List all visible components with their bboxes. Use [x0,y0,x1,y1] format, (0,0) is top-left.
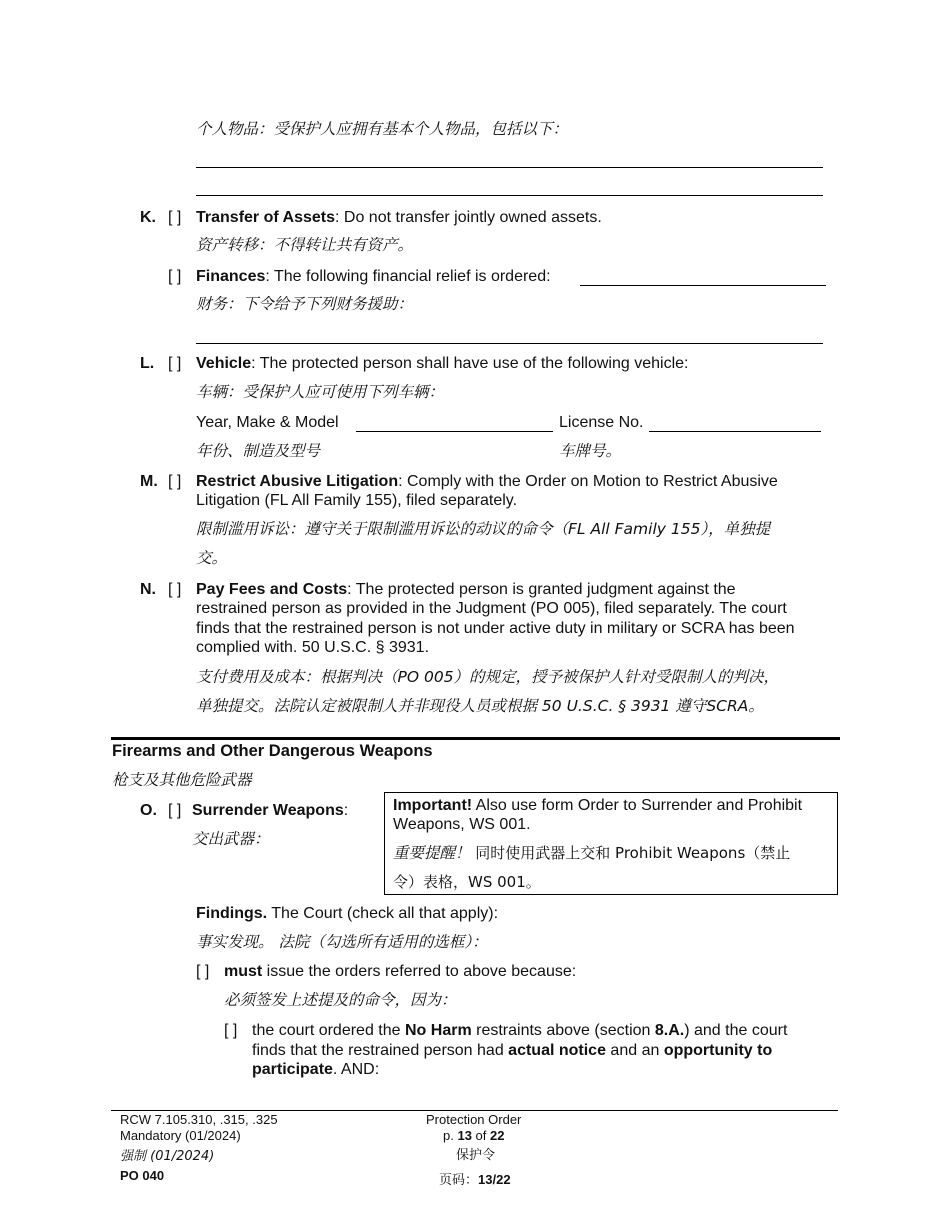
section-n-line3: finds that the restrained person is not under active duty in military or SCRA has been [196,620,795,637]
important-zh-line-2: 令）表格，WS 001。 [393,873,541,891]
checkbox-must[interactable]: [ ] [196,963,210,980]
section-letter-l: L. [140,355,155,372]
personal-items-blank-1[interactable] [196,167,823,168]
footer-title: Protection Order [426,1112,522,1127]
section-m-zh-2: 交。 [196,549,228,567]
finances-body: : The following financial relief is ordered: [265,268,551,285]
finances-text [196,268,551,286]
vehicle-year-label: Year, Make & Model [196,414,339,431]
finances-blank[interactable] [196,343,823,344]
footer-page [443,1128,504,1144]
no-harm-text-2c: and an [605,1042,664,1059]
no-harm-text-c: restraints above (section [471,1022,655,1039]
section-n-line2: restrained person as provided in the Judgment (PO 005), filed separately. The court [196,600,787,617]
checkbox-l[interactable]: [ ] [168,355,182,372]
vehicle-license-zh: 车牌号。 [559,442,622,460]
no-harm-text-2a: finds that the restrained person had [252,1042,509,1059]
section-l-text [196,355,688,373]
no-harm-text-a: the court ordered the [252,1022,405,1039]
section-k-body: : Do not transfer jointly owned assets. [335,209,602,226]
section-n-zh-1: 支付费用及成本：根据判决（PO 005）的规定，授予被保护人针对受限制人的判决， [196,668,780,686]
section-m-body-1: : Comply with the Order on Motion to Restrict Abusive [398,473,778,490]
no-harm-line-1 [252,1022,787,1040]
personal-items-zh: 个人物品：受保护人应拥有基本个人物品，包括以下： [196,120,569,138]
checkbox-k[interactable]: [ ] [168,209,182,226]
important-line-2: Weapons, WS 001. [393,816,531,833]
section-letter-k: K. [140,209,156,226]
section-l-zh: 车辆：受保护人应可使用下列车辆： [196,383,445,401]
section-o-zh: 交出武器： [192,830,270,848]
no-harm-line-2 [252,1042,772,1060]
no-harm-text-e: ) and the court [684,1022,788,1039]
checkbox-n[interactable]: [ ] [168,581,182,598]
important-zh-label: 重要提醒！ [393,844,471,862]
findings-label: Findings. [196,905,268,922]
section-m-line2: Litigation (FL All Family 155), filed separately. [196,492,518,509]
important-line-1 [393,797,802,815]
footer-page-zh-prefix: 页码： [439,1173,479,1188]
important-text-1: Also use form Order to Surrender and Prohibit [472,797,803,814]
section-letter-m: M. [140,473,158,490]
section-o-title: Surrender Weapons [192,802,344,819]
no-harm-line-3 [252,1061,379,1079]
finances-title: Finances [196,268,266,285]
participate-bold: participate [252,1061,333,1078]
section-m-line1 [196,473,778,491]
section-n-line4: complied with. 50 U.S.C. § 3931. [196,639,430,656]
checkbox-finances[interactable]: [ ] [168,268,182,285]
finances-zh: 财务：下令给予下列财务援助： [196,295,414,313]
findings-line [196,905,498,923]
footer-page-prefix: p. [443,1128,458,1143]
footer-rule [111,1110,838,1111]
section-k-text [196,209,602,227]
firearms-heading: Firearms and Other Dangerous Weapons [112,742,433,760]
footer-form-id: PO 040 [120,1168,165,1183]
section-o-text [192,802,348,820]
must-line [224,963,576,981]
firearms-heading-zh: 枪支及其他危险武器 [112,771,252,789]
footer-mandatory: Mandatory (01/2024) [120,1128,241,1143]
section-k-zh: 资产转移：不得转让共有资产。 [196,236,414,254]
must-word: must [224,963,263,980]
section-letter-o: O. [140,802,157,819]
vehicle-year-zh: 年份、制造及型号 [196,442,321,460]
must-text: issue the orders referred to above because: [262,963,577,980]
personal-items-blank-2[interactable] [196,195,823,196]
footer-rcw: RCW 7.105.310, .315, .325 [120,1112,278,1127]
section-n-zh-2: 单独提交。法院认定被限制人并非现役人员或根据 50 U.S.C. § 3931 遵守SCRA。 [196,697,764,715]
important-label: Important! [393,797,473,814]
vehicle-year-blank[interactable] [356,431,553,432]
footer-page-num: 13 [457,1128,472,1143]
footer-title-zh: 保护令 [456,1148,496,1163]
checkbox-no-harm[interactable]: [ ] [224,1022,238,1039]
footer-page-zh [439,1172,511,1189]
section-m-zh-1: 限制滥用诉讼：遵守关于限制滥用诉讼的动议的命令（FL All Family 155），单独提 [196,520,771,538]
findings-text: The Court (check all that apply): [267,905,499,922]
footer-page-zh-num: 13/22 [478,1172,511,1187]
no-harm-text-3b: . AND: [332,1061,380,1078]
section-ref-bold: 8.A. [654,1022,685,1039]
finances-blank-inline[interactable] [580,285,826,286]
section-n-body-1: : The protected person is granted judgment against the [347,581,736,598]
section-divider [111,737,840,740]
vehicle-license-label: License No. [559,414,644,431]
findings-zh: 事实发现。 法院（勾选所有适用的选框）： [196,933,488,951]
section-n-line1 [196,581,736,599]
checkbox-o[interactable]: [ ] [168,802,182,819]
checkbox-m[interactable]: [ ] [168,473,182,490]
section-m-title: Restrict Abusive Litigation [196,473,399,490]
important-zh-line-1 [393,841,790,863]
must-zh: 必须签发上述提及的命令，因为： [224,991,457,1009]
section-o-colon: : [343,802,349,819]
footer-page-of: of [471,1128,491,1143]
section-letter-n: N. [140,581,156,598]
opportunity-bold: opportunity to [663,1042,773,1059]
section-l-title: Vehicle [196,355,252,372]
section-n-title: Pay Fees and Costs [196,581,348,598]
actual-notice-bold: actual notice [508,1042,606,1059]
no-harm-bold: No Harm [404,1022,472,1039]
section-l-body: : The protected person shall have use of the following vehicle: [251,355,689,372]
vehicle-license-blank[interactable] [649,431,821,432]
footer-mandatory-zh: 强制 (01/2024) [120,1149,215,1164]
important-zh-text-1: 同时使用武器上交和 Prohibit Weapons（禁止 [470,844,791,862]
footer-page-total: 22 [490,1128,505,1143]
section-k-title: Transfer of Assets [196,209,336,226]
important-box [384,792,838,895]
